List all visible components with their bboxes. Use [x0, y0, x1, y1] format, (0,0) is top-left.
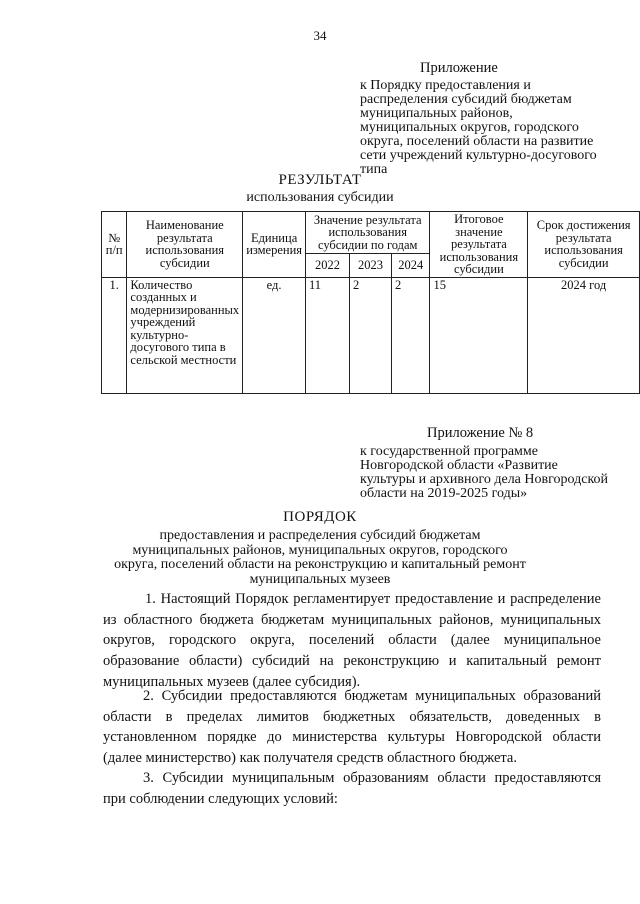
cell-deadline: 2024 год	[528, 277, 640, 393]
result-subtitle: использования субсидии	[246, 190, 394, 205]
table-header-row	[102, 212, 640, 254]
cell-name: Количество созданных и модернизированных учреждений культурно-досугового типа в сельской местности	[127, 277, 243, 393]
header-total: Итоговое значение результата использования субсидии	[430, 212, 528, 278]
cell-unit: ед.	[243, 277, 306, 393]
result-table	[101, 211, 640, 394]
paragraph-3: 3. Субсидии муниципальным образованиям области предоставляются при соблюдении следующих условий:	[103, 770, 601, 807]
page-number: 34	[313, 28, 327, 43]
header-value-group: Значение результата использования субсидии по годам	[306, 212, 430, 254]
table-row	[102, 277, 640, 393]
cell-2024: 2	[392, 277, 430, 393]
paragraph-1-block	[103, 589, 601, 693]
cell-2023: 2	[349, 277, 391, 393]
paragraph-1: 1. Настоящий Порядок регламентирует предоставление и распределение из областного бюджета бюджетам муниципальных районов, муниципальных округов, городского округа, поселений области (далее муниципальное образование области) субсидий на реконструкцию и капитальный ремонт муниципальных музеев (далее субсидия).	[103, 591, 601, 690]
header-unit: Единица измерения	[243, 212, 306, 278]
order-title: ПОРЯДОК	[283, 509, 357, 525]
paragraph-3-block	[103, 768, 601, 809]
order-subtitle: предоставления и распределения субсидий бюджетам муниципальных районов, муниципальных округов, городского округа, поселений области на реконструкцию и капитальный ремонт муниципальных музеев	[114, 528, 526, 587]
appendix-8-title: Приложение № 8	[427, 425, 534, 441]
cell-total: 15	[430, 277, 528, 393]
appendix-reference: к Порядку предоставления и распределения субсидий бюджетам муниципальных районов, муниципальных округов, городского округа, поселений области на развитие сети учреждений культурно-досугового типа	[360, 78, 597, 177]
header-year-2024: 2024	[392, 253, 430, 277]
paragraph-2: 2. Субсидии предоставляются бюджетам муниципальных образований области в пределах лимитов бюджетных обязательств, доведенных в установленном порядке до министерства культуры Новгородской области (далее министерство) как получателя средств областного бюджета.	[103, 688, 601, 767]
result-title: РЕЗУЛЬТАТ	[278, 172, 362, 188]
header-year-2022: 2022	[306, 253, 350, 277]
cell-num: 1.	[102, 277, 127, 393]
header-num: № п/п	[102, 212, 127, 278]
header-deadline: Срок достижения результата использования субсидии	[528, 212, 640, 278]
header-year-2023: 2023	[349, 253, 391, 277]
cell-2022: 11	[306, 277, 350, 393]
appendix-8-reference: к государственной программе Новгородской области «Развитие культуры и архивного дела Новгородской области на 2019-2025 годы»	[360, 444, 609, 501]
header-name: Наименование результата использования субсидии	[127, 212, 243, 278]
appendix-title: Приложение	[420, 60, 498, 76]
paragraph-2-block	[103, 686, 601, 769]
